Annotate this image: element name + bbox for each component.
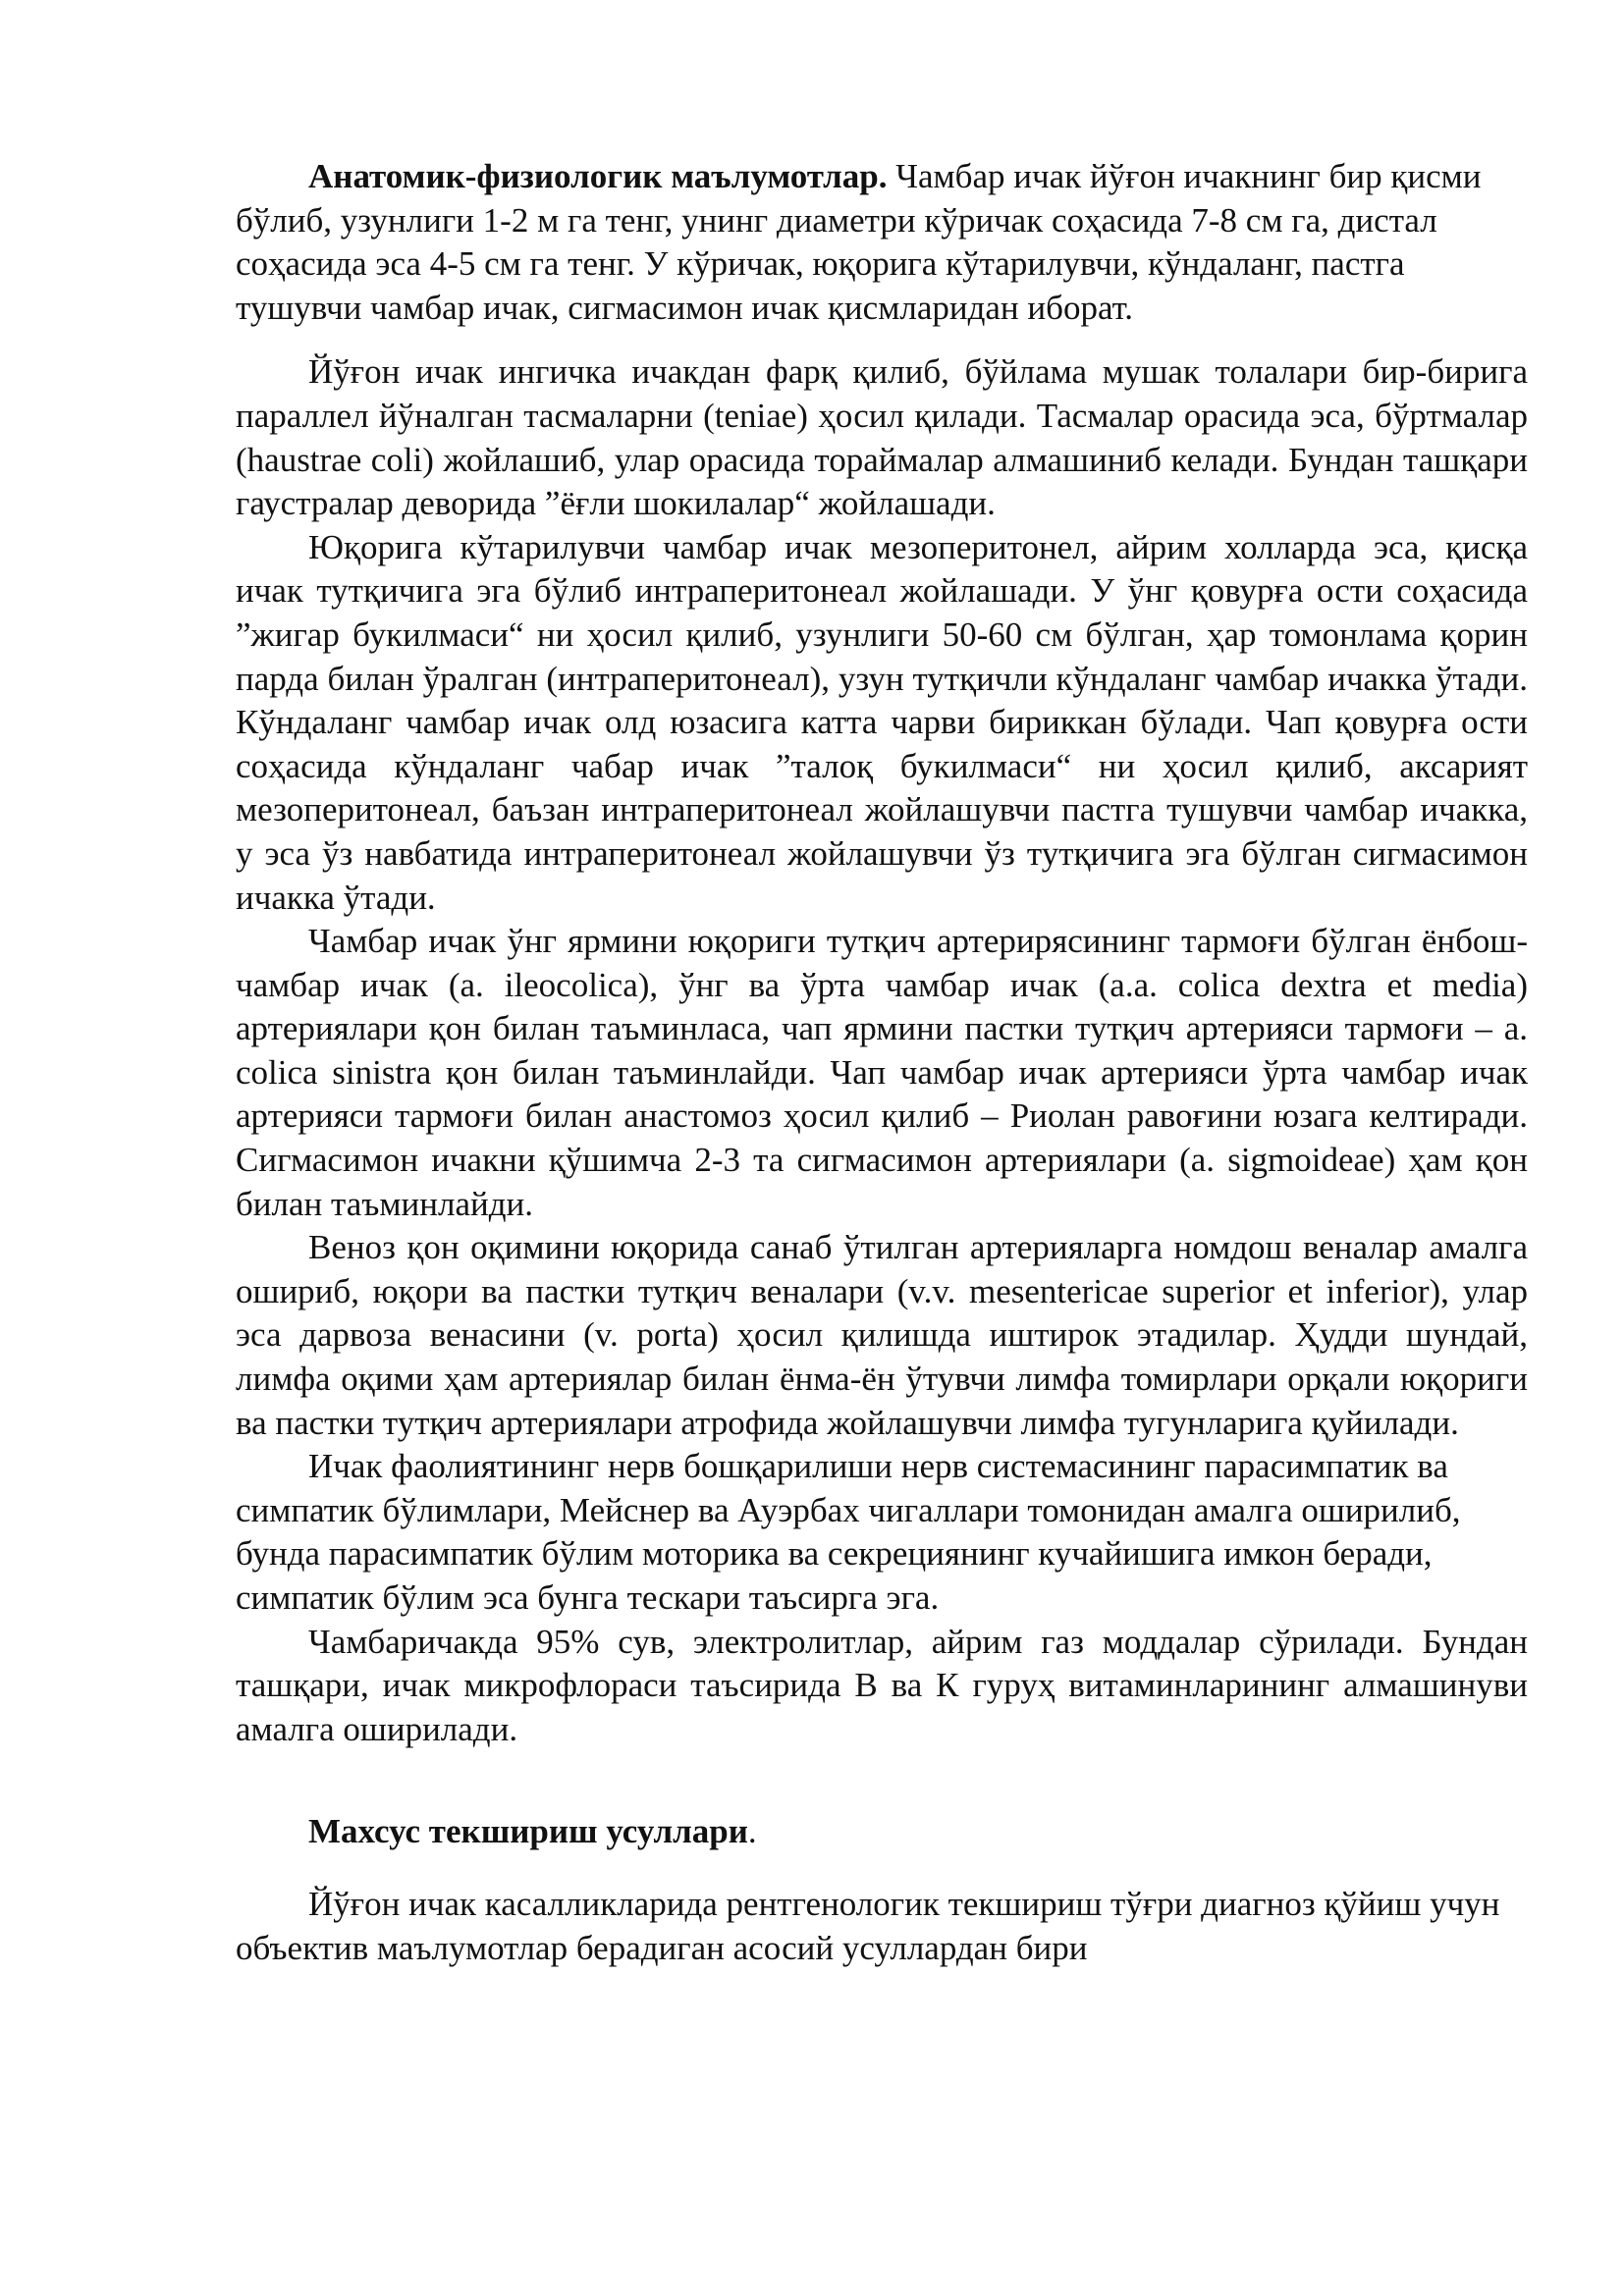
section-heading-methods: [236, 1810, 1528, 1854]
section-heading-anatomy: Анатомик-физиологик маълумотлар.: [308, 157, 888, 195]
section-heading-methods-period: .: [747, 1812, 757, 1851]
paragraph-arteries: Чамбар ичак ўнг ярмини юқориги тутқич артерирясининг тармоғи бўлган ёнбош-чамбар ичак (a. ileocolica), ўнг ва ўрта чамбар ичак (a.a. colica dextra et media) артериялари қон билан таъминласа, чап ярмини пастки тутқич артерияси тармоғи – a. colica sinistra қон билан таъминлайди. Чап чамбар ичак артерияси ўрта чамбар ичак артерияси тармоғи билан анастомоз ҳосил қилиб – Риолан равоғини юзага келтиради. Сигмасимон ичакни қўшимча 2-3 та сигмасимон артериялари (a. sigmoideae) ҳам қон билан таъминлайди.: [236, 922, 1528, 1223]
paragraph-anatomy-intro: [236, 155, 1528, 330]
paragraph-teniae: Йўғон ичак ингичка ичакдан фарқ қилиб, бўйлама мушак толалари бир-бирига параллел йўналган тасмаларни (teniae) ҳосил қилади. Тасмалар орасида эса, бўртмалар (haustrae coli) жойлашиб, улар орасида тораймалар алмашиниб келади. Бундан ташқари гаустралар деворида ”ёғли шокилалар“ жойлашади.: [236, 352, 1528, 523]
paragraph-text: Чамбар ичак йўғон ичакнинг бир қисми бўлиб, узунлиги 1-2 м га тенг, унинг диаметри кўричак соҳасида 7-8 см га, дистал соҳасида эса 4-5 см га тенг. У кўричак, юқорига кўтарилувчи, кўндаланг, пастга тушувчи чамбар ичак, сигмасимон ичак қисмларидан иборат.: [236, 157, 1482, 327]
paragraph-veins-lymph: Веноз қон оқимини юқорида санаб ўтилган артерияларга номдош веналар амалга ошириб, юқори ва пастки тутқич веналари (v.v. mesentericae superior et inferior), улар эса дарвоза венасини (v. porta) ҳосил қилишда иштирок этадилар. Ҳудди шундай, лимфа оқими ҳам артериялар билан ёнма-ён ўтувчи лимфа томирлари орқали юқориги ва пастки тутқич артериялари атрофида жойлашувчи лимфа тугунларига қуйилади.: [236, 1228, 1528, 1442]
paragraph-innervation: Ичак фаолиятининг нерв бошқарилиши нерв системасининг парасимпатик ва симпатик бўлимлари, Мейснер ва Ауэрбах чигаллари томонидан амалга оширилиб, бунда парасимпатик бўлим моторика ва секрециянинг кучайишига имкон беради, симпатик бўлим эса бунга тескари таъсирга эга.: [236, 1447, 1461, 1617]
paragraph-xray: Йўғон ичак касалликларида рентгенологик текшириш тўғри диагноз қўйиш учун объектив маълумотлар берадиган асосий усуллардан бири: [236, 1884, 1500, 1967]
paragraph-ascending-colon: Юқорига кўтарилувчи чамбар ичак мезоперитонел, айрим холларда эса, қисқа ичак тутқичига эга бўлиб интраперитонеал жойлашади. У ўнг қовурға ости соҳасида ”жигар букилмаси“ ни ҳосил қилиб, узунлиги 50-60 см бўлган, ҳар томонлама қорин парда билан ўралган (интраперитонеал), узун тутқичли кўндаланг чамбар ичакка ўтади. Кўндаланг чамбар ичак олд юзасига катта чарви бириккан бўлади. Чап қовурға ости соҳасида кўндаланг чабар ичак ”талоқ букилмаси“ ни ҳосил қилиб, аксарият мезоперитонеал, баъзан интраперитонеал жойлашувчи пастга тушувчи чамбар ичакка, у эса ўз навбатида интраперитонеал жойлашувчи ўз тутқичига эга бўлган сигмасимон ичакка ўтади.: [236, 527, 1528, 917]
paragraph-absorption: Чамбаричакда 95% сув, электролитлар, айрим газ моддалар сўрилади. Бундан ташқари, ичак микрофлораси таъсирида В ва К гуруҳ витаминларининг алмашинуви амалга оширилади.: [236, 1622, 1528, 1748]
document-body: [236, 155, 1528, 1970]
section-heading-methods-text: Махсус текшириш усуллари: [308, 1812, 748, 1851]
